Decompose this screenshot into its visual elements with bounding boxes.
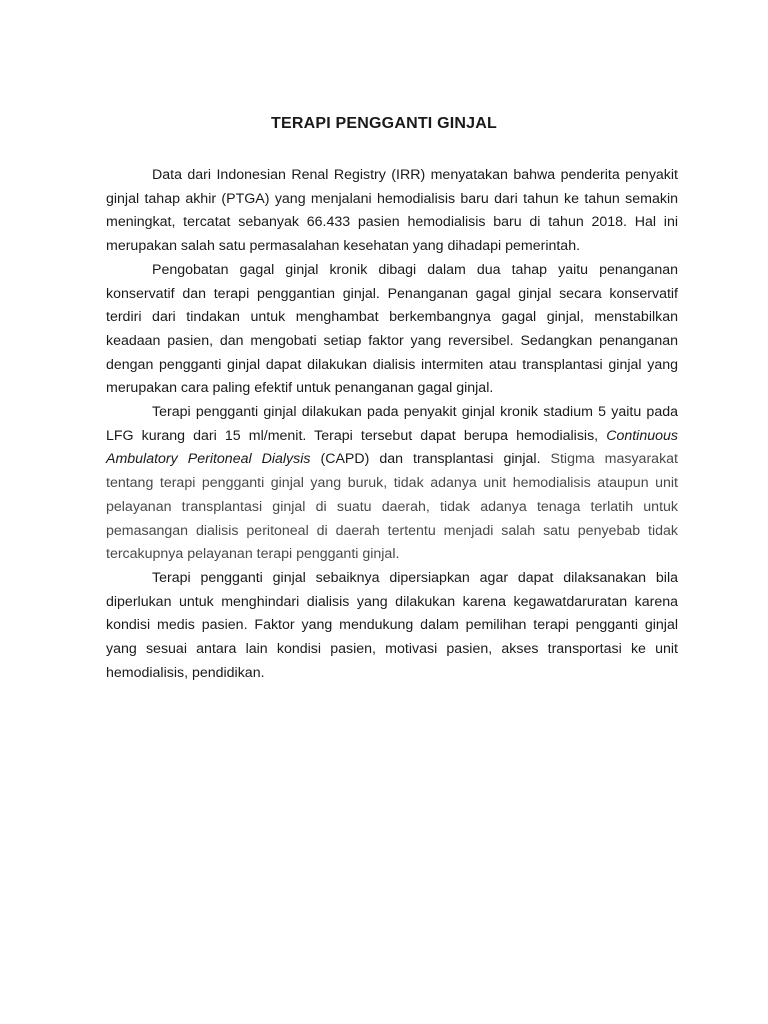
paragraph-2: Pengobatan gagal ginjal kronik dibagi dalam dua tahap yaitu penanganan konservatif dan terapi penggantian ginjal. Penanganan gagal ginjal secara konservatif terdiri dari tindakan untuk menghambat berkembangnya gagal ginjal, menstabilkan keadaan pasien, dan mengobati setiap faktor yang reversibel. Sedangkan penanganan dengan pengganti ginjal dapat dilakukan dialisis intermiten atau transplantasi ginjal yang merupakan cara paling efektif untuk penanganan gagal ginjal.	[106, 261, 678, 397]
paragraph-4: Terapi pengganti ginjal sebaiknya dipersiapkan agar dapat dilaksanakan bila diperlukan untuk menghindari dialisis yang dilakukan karena kegawatdaruratan karena kondisi medis pasien. Faktor yang mendukung dalam pemilihan terapi pengganti ginjal yang sesuai antara lain kondisi pasien, motivasi pasien, akses transportasi ke unit hemodialisis, pendidikan.	[106, 569, 678, 681]
paragraph-3-text-a: Terapi pengganti ginjal dilakukan pada penyakit ginjal kronik stadium 5 yaitu pada LFG kurang dari 15 ml/menit. Terapi tersebut dapat berupa hemodialisis,	[106, 404, 678, 444]
document-body	[106, 164, 678, 685]
paragraph-3-text-b: (CAPD) dan transplantasi ginjal.	[310, 451, 551, 468]
paragraph-3-text-c: Stigma masyarakat tentang terapi pengganti ginjal yang buruk, tidak adanya unit hemodialisis ataupun unit pelayanan transplantasi ginjal di suatu daerah, tidak adanya tenaga terlatih untuk pemasangan dialisis peritoneal di daerah tertentu menjadi salah satu penyebab tidak tercakupnya pelayanan terapi pengganti ginjal.	[106, 451, 678, 563]
document-title: TERAPI PENGGANTI GINJAL	[271, 115, 497, 132]
paragraph-3	[106, 401, 678, 567]
paragraph-1: Data dari Indonesian Renal Registry (IRR) menyatakan bahwa penderita penyakit ginjal tahap akhir (PTGA) yang menjalani hemodialisis baru dari tahun ke tahun semakin meningkat, tercatat sebanyak 66.433 pasien hemodialisis baru di tahun 2018. Hal ini merupakan salah satu permasalahan kesehatan yang dihadapi pemerintah.	[106, 167, 678, 255]
paragraph-3-italic-term: Continuous Ambulatory Peritoneal Dialysis	[106, 427, 678, 468]
